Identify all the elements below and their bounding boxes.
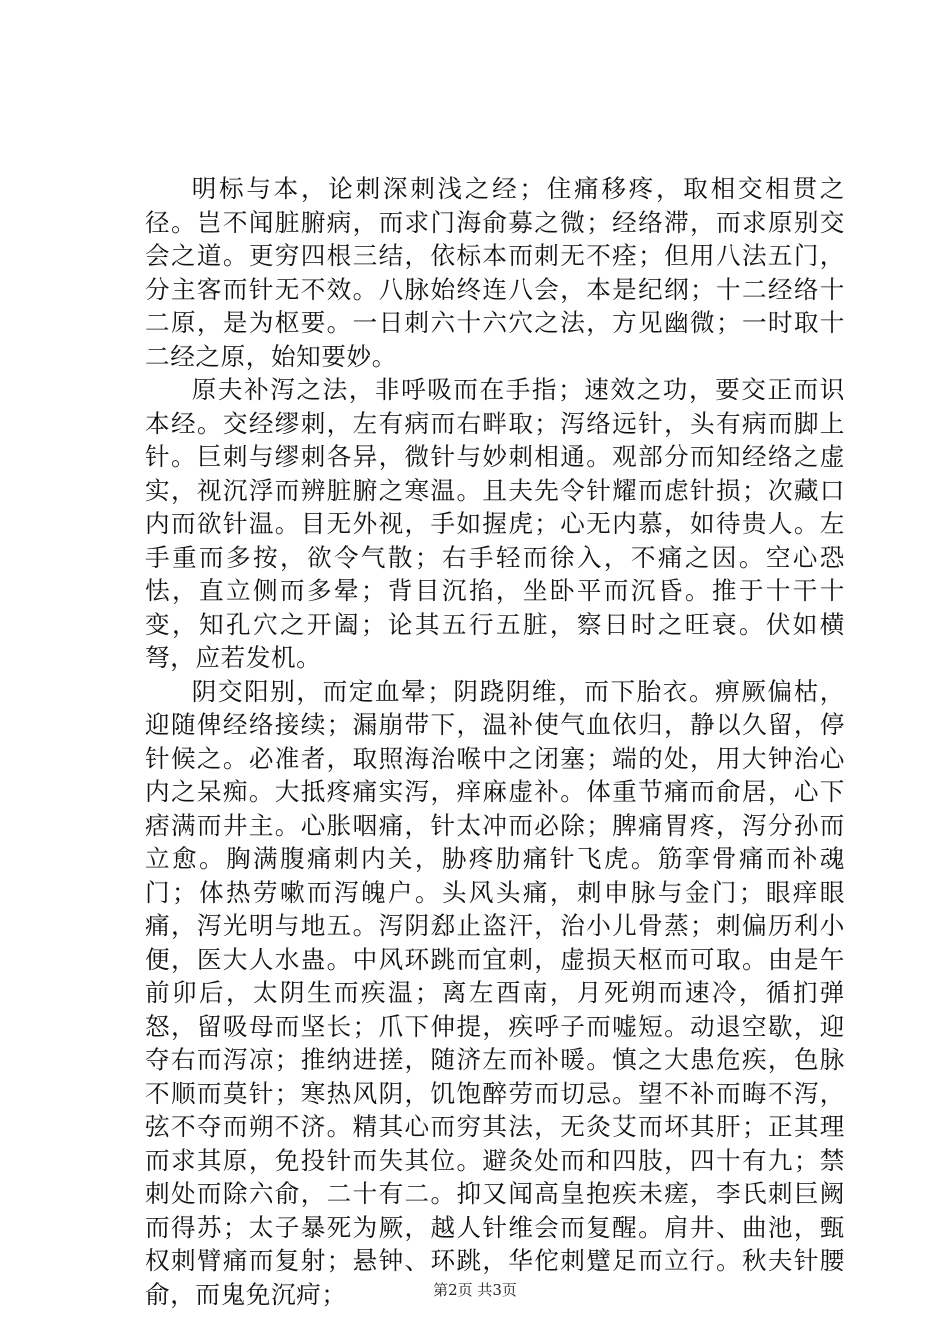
paragraph-1: 明标与本，论刺深刺浅之经；住痛移疼，取相交相贯之径。岂不闻脏腑病，而求门海俞募之微；经络滞，而求原别交会之道。更穷四根三结，依标本而刺无不痊；但用八法五门，分主客而针无不效。八脉始终连八会，本是纪纲；十二经络十二原，是为枢要。一日刺六十六穴之法，方见幽微；一时取十二经之原，始知要妙。 [145,174,845,371]
document-body [145,172,845,1311]
paragraph-2: 原夫补泻之法，非呼吸而在手指；速效之功，要交正而识本经。交经缪刺，左有病而右畔取；泻络远针，头有病而脚上针。巨刺与缪刺各异，微针与妙刺相通。观部分而知经络之虚实，视沉浮而辨脏腑之寒温。且夫先令针耀而虑针损；次藏口内而欲针温。目无外视，手如握虎；心无内慕，如待贵人。左手重而多按，欲令气散；右手轻而徐入，不痛之因。空心恐怯，直立侧而多晕；背目沉掐，坐卧平而沉昏。推于十干十变，知孔穴之开阖；论其五行五脏，察日时之旺衰。伏如横弩，应若发机。 [145,375,845,672]
paragraph-3: 阴交阳别，而定血晕；阴跷阴维，而下胎衣。痹厥偏枯，迎随俾经络接续；漏崩带下，温补使气血依归，静以久留，停针候之。必准者，取照海治喉中之闭塞；端的处，用大钟治心内之呆痴。大抵疼痛实泻，痒麻虚补。体重节痛而俞居，心下痞满而井主。心胀咽痛，针太冲而必除；脾痛胃疼，泻分孙而立愈。胸满腹痛刺内关，胁疼肋痛针飞虎。筋挛骨痛而补魂门；体热劳嗽而泻魄户。头风头痛，刺申脉与金门；眼痒眼痛，泻光明与地五。泻阴郄止盗汗，治小儿骨蒸；刺偏历利小便，医大人水蛊。中风环跳而宜刺，虚损天枢而可取。由是午前卯后，太阴生而疾温；离左酉南，月死朔而速冷，循扪弹怒，留吸母而坚长；爪下伸提，疾呼子而嘘短。动退空歇，迎夺右而泻凉；推纳进搓，随济左而补暖。慎之大患危疾，色脉不顺而莫针；寒热风阴，饥饱醉劳而切忌。望不补而晦不泻，弦不夺而朔不济。精其心而穷其法，无灸艾而坏其肝；正其理而求其原，免投针而失其位。避灸处而和四肢，四十有九；禁刺处而除六俞，二十有二。抑又闻高皇抱疾未瘥，李氏刺巨阙而得苏；太子暴死为厥，越人针维会而复醒。肩井、曲池，甄权刺臂痛而复射；悬钟、环跳，华佗刺躄足而立行。秋夫针腰俞，而鬼免沉疴； [145,676,845,1309]
page-number-footer: 第2页 共3页 [433,1281,517,1299]
